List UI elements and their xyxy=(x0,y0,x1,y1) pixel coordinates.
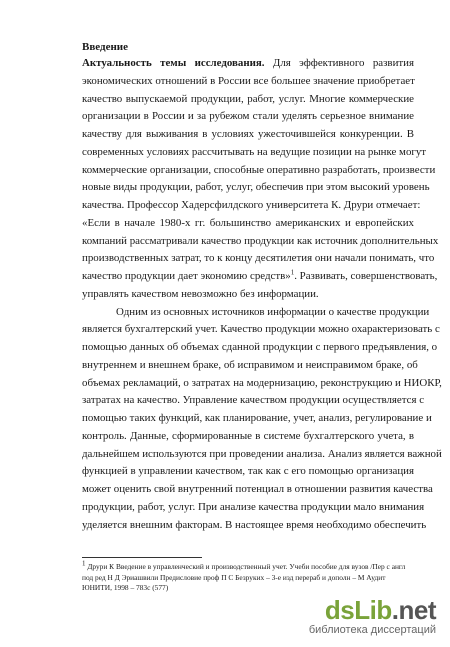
watermark[interactable] xyxy=(309,596,436,636)
footnote-separator xyxy=(82,557,202,558)
text-line: Актуальность темы исследования. Для эффективного развития xyxy=(82,57,415,69)
footnote-line: ЮНИТИ, 1998 – 783с (577) xyxy=(82,583,169,592)
text-line: помощью данных об объемах сданной продукции с первого предъявления, о xyxy=(82,341,438,353)
text-line: «Если в начале 1980-х гг. большинство американских и европейских xyxy=(82,216,414,229)
footnote-line: под ред Н Д Эриашвили Предисловие проф П С Безруких – 3-е изд перераб и дополн – М Аудит xyxy=(82,572,386,582)
text-line: затратах на качество. Управление качеством продукции осуществляется с xyxy=(82,394,425,407)
bold-lead: Актуальность темы исследования. xyxy=(82,57,265,69)
text-line: продукции, работ, услуг. При анализе качества продукции мало внимания xyxy=(82,500,425,513)
text-line: качества. Профессор Хадерсфилдского университета К. Друри отмечает: xyxy=(82,199,421,211)
text-line: Одним из основных источников информации о качестве продукции xyxy=(116,305,430,318)
dslib-logo[interactable]: dsLib.net xyxy=(324,595,436,625)
text-line: современных условиях рассчитывать на ведущие позиции на рынке могут xyxy=(82,145,427,158)
text-line: внутреннем и внешнем браке, об исправимом и неисправимом браке, об xyxy=(82,358,418,371)
text-line: качество выпускаемой продукции, работ, услуг. Многие коммерческие xyxy=(82,92,414,105)
text-line: производственных затрат, то к концу десятилетия они начали понимать, что xyxy=(82,252,435,265)
text-line: экономических отношений в России все большее значение приобретает xyxy=(82,74,415,87)
text-line: дальнейшем используются при проведении анализа. Анализ является важной xyxy=(82,447,442,460)
text-line: может оценить свой внутренний потенциал в отношении развития качества xyxy=(82,483,433,495)
footnote-mark: 1 xyxy=(82,559,86,568)
text-line: коммерческие организации, способные оперативно разработать, произвести xyxy=(82,163,436,176)
text-line: новые виды продукции, работ, услуг, обеспечив при этом высокий уровень xyxy=(82,181,430,194)
watermark-subtitle: библиотека диссертаций xyxy=(308,624,436,636)
text-line: управлять качеством невозможно без информации. xyxy=(82,287,319,300)
section-heading: Введение xyxy=(82,41,129,53)
text-line: организации в России и за рубежом стали уделять серьезное внимание xyxy=(82,110,414,123)
text-line: качеству для выживания в условиях ужесточившейся конкуренции. В xyxy=(82,128,414,140)
text-line: компаний рассматривали качество продукции как источник дополнительных xyxy=(82,234,439,247)
text-line: качество продукции дает экономию средств»$^1$. Развивать, совершенствовать, xyxy=(82,268,438,282)
footnote-ref: 1 xyxy=(290,268,295,277)
text-line: помощью таких функций, как планирование, учет, анализ, регулирование и xyxy=(82,412,432,424)
text-line: является бухгалтерский учет. Качество продукции можно охарактеризовать с xyxy=(82,323,440,336)
text-line: объемах рекламаций, о затратах на модернизацию, реконструкцию и НИОКР, xyxy=(82,376,442,389)
footnote-line: $^1$ Друри К Введение в управленческий и производственный учет. Учеби пособие для вузов /Пер с англ xyxy=(82,559,406,571)
text-line: контроль. Данные, сформированные в системе бухгалтерского учета, в xyxy=(82,429,414,442)
text-line: уделяется внешним факторам. В настоящее время необходимо обеспечить xyxy=(82,518,427,531)
text-line: функцией в управлении качеством, так как с его помощью организация xyxy=(82,465,414,478)
